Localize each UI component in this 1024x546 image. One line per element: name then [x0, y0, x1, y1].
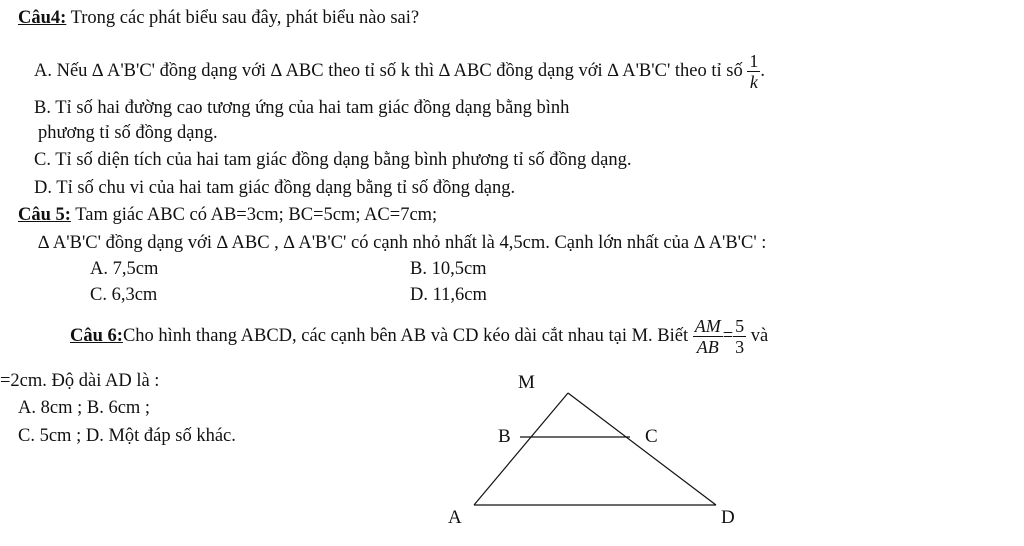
q5-label: Câu 5: [18, 205, 71, 225]
q4-option-b-line1: B. Tỉ số hai đường cao tương ứng của hai tam giác đồng dạng bằng bình [34, 98, 570, 118]
trapezoid-figure [430, 360, 770, 540]
q5-option-b: B. 10,5cm [410, 259, 487, 279]
q4-fraction-denominator: k [749, 72, 758, 92]
q6-text: Cho hình thang ABCD, các cạnh bên AB và CD kéo dài cắt nhau tại M. Biết [122, 326, 689, 346]
q4-option-c: C. Tỉ số diện tích của hai tam giác đồng dạng bằng bình phương tỉ số đồng dạng. [34, 150, 632, 170]
side-md [568, 393, 716, 505]
q5-heading [18, 204, 437, 226]
q6-line2: =2cm. Độ dài AD là : [0, 371, 160, 391]
q6-value-denominator: 3 [735, 337, 745, 358]
label-m: M [518, 372, 535, 393]
q4-label: Câu4: [18, 8, 67, 28]
q6-fraction-numerator: AM [694, 316, 721, 337]
q6-options-line1: A. 8cm ; B. 6cm ; [18, 398, 151, 418]
label-b: B [498, 426, 511, 447]
label-c: C [645, 426, 658, 447]
q6-equals: = [722, 326, 734, 346]
q6-fraction-denominator: AB [696, 337, 719, 358]
q6-value-fraction [733, 316, 746, 357]
q6-value-numerator: 5 [735, 316, 745, 337]
side-ma [474, 393, 568, 505]
q5-option-a: A. 7,5cm [90, 259, 159, 279]
q5-text: Tam giác ABC có AB=3cm; BC=5cm; AC=7cm; [70, 205, 438, 225]
q6-label: Câu 6: [70, 326, 123, 346]
q6-options-line2: C. 5cm ; D. Một đáp số khác. [18, 426, 236, 446]
q6-tail: và [750, 326, 769, 346]
q5-option-d: D. 11,6cm [410, 285, 487, 305]
q4-option-a-text: A. Nếu ∆ A'B'C' đồng dạng với ∆ ABC theo tỉ số k thì ∆ ABC đồng dạng với ∆ A'B'C' theo tỉ số [34, 60, 743, 81]
q6-ratio-fraction [693, 316, 723, 357]
q5-option-c: C. 6,3cm [90, 285, 158, 305]
q4-fraction-numerator: 1 [749, 51, 759, 71]
q4-option-a-end: . [760, 60, 765, 81]
q4-option-a [34, 51, 765, 92]
label-a: A [448, 507, 462, 528]
q5-line2: ∆ A'B'C' đồng dạng với ∆ ABC , ∆ A'B'C' có cạnh nhỏ nhất là 4,5cm. Cạnh lớn nhất của ∆ A'B'C' : [38, 233, 767, 253]
q4-text: Trong các phát biểu sau đây, phát biểu nào sai? [66, 8, 420, 28]
q4-ratio-fraction [747, 51, 760, 92]
label-d: D [721, 507, 735, 528]
q4-option-d: D. Tỉ số chu vi của hai tam giác đồng dạng bằng tỉ số đồng dạng. [34, 178, 516, 198]
q6-heading [70, 314, 768, 358]
q4-option-b-line2: phương tỉ số đồng dạng. [38, 123, 218, 143]
q4-heading [18, 7, 419, 29]
